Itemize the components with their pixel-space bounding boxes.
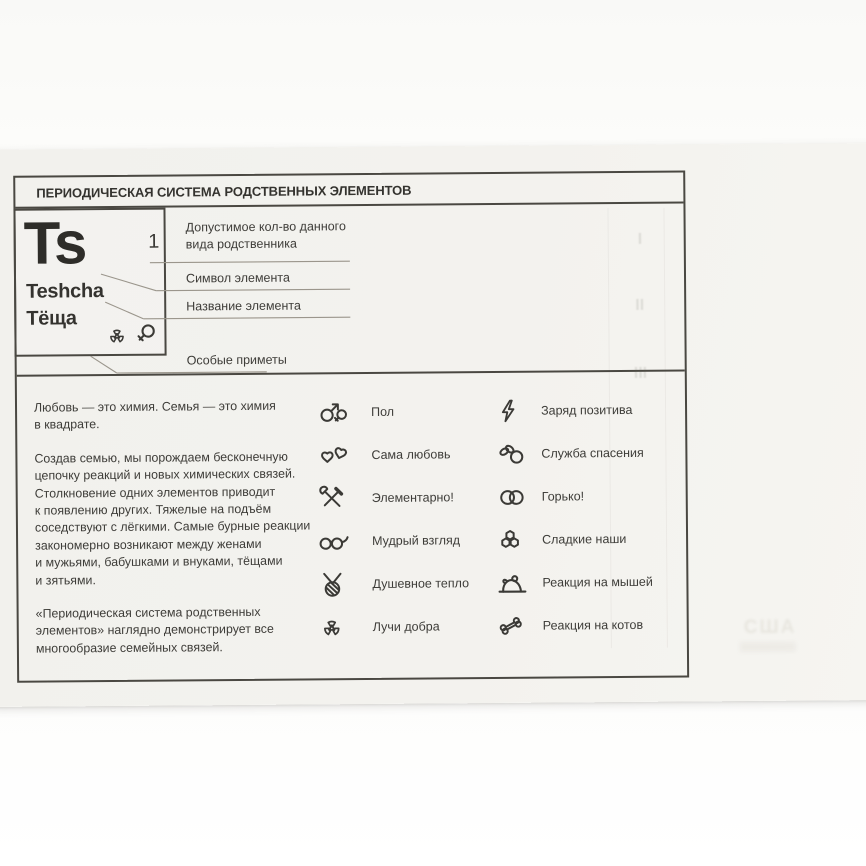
- legend-label: Мудрый взгляд: [372, 532, 461, 548]
- legend-label: Душевное тепло: [372, 575, 470, 591]
- legend-column-left: [317, 389, 470, 648]
- callout-symbol-label: Символ элемента: [185, 270, 290, 286]
- legend-row-mouse: [496, 560, 653, 604]
- legend-label: Пол: [371, 404, 395, 419]
- legend-row-glasses: [318, 518, 469, 562]
- element-name-ru: Тёща: [26, 307, 77, 330]
- intro-text: [34, 397, 312, 673]
- element-count: 1: [148, 230, 160, 253]
- legend-row-gender: [317, 389, 468, 433]
- legend-row-pacifier: [495, 431, 652, 475]
- intro-paragraph-2: Создав семью, мы порождаем бесконечную цепочку реакций и новых химических связей. Столкновение одних элементов приводит к появлению других. Тяжелые на подъём соседствуют с лёгкими. Самые бурные реакции закономерно возникают между женами и мужьями, бабушками и внуками, тёщами и зятьями.: [34, 449, 311, 588]
- ghost-roman-numeral: I: [637, 230, 643, 248]
- callout-count-label: Допустимое кол-во данного вида родственника: [185, 219, 346, 251]
- legend-row-knitting: [318, 561, 469, 605]
- legend-row-hearts: [317, 432, 468, 476]
- legend-row-bone: [497, 603, 654, 647]
- legend-label: Реакция на мышей: [542, 574, 653, 590]
- legend-label: Лучи добра: [372, 618, 440, 634]
- intro-paragraph-1: Любовь — это химия. Семья — это химия в квадрате.: [33, 398, 276, 433]
- printed-area: [13, 171, 689, 683]
- legend-label: Сладкие наши: [542, 531, 627, 547]
- pacifier-icon: [495, 440, 531, 466]
- lightning-icon: [495, 396, 531, 424]
- callout-name-label: Название элемента: [186, 298, 301, 314]
- legend-label: Элементарно!: [371, 489, 454, 505]
- legend-label: Реакция на котов: [542, 617, 644, 633]
- legend-column-right: [495, 388, 653, 647]
- legend-label: Горько!: [541, 488, 585, 504]
- legend-label: Сама любовь: [371, 446, 451, 462]
- ghost-roman-numeral: III: [633, 364, 648, 382]
- page-title: ПЕРИОДИЧЕСКАЯ СИСТЕМА РОДСТВЕННЫХ ЭЛЕМЕНТОВ: [36, 182, 412, 201]
- bleed-through-text: США: [743, 616, 797, 639]
- legend-row-tools: [318, 475, 469, 519]
- radiation-icon: [319, 614, 363, 640]
- hearts-icon: [317, 442, 361, 468]
- bone-icon: [497, 611, 533, 639]
- callout-traits-label: Особые приметы: [186, 352, 287, 368]
- flyer-card: [0, 143, 866, 707]
- glasses-icon: [318, 528, 362, 554]
- legend-row-rings: [496, 474, 653, 518]
- legend-label: Служба спасения: [541, 445, 644, 461]
- bleed-through-smudge: [740, 642, 796, 652]
- knitting-icon: [318, 570, 362, 598]
- mouse-icon: [496, 570, 532, 595]
- legend-row-radiation: [319, 604, 470, 648]
- intro-paragraph-3: «Периодическая система родственных элементов» наглядно демонстрирует все многообразие семейных связей.: [35, 604, 274, 656]
- ghost-roman-numeral: II: [635, 296, 645, 314]
- legend-row-lightning: [495, 388, 652, 432]
- sugar-icon: [496, 526, 532, 552]
- rings-icon: [496, 483, 532, 509]
- legend-row-sugar: [496, 517, 653, 561]
- element-symbol: Ts: [23, 209, 86, 277]
- gender-icon: [317, 398, 361, 426]
- tools-icon: [318, 484, 362, 512]
- element-name-latin: Teshcha: [26, 280, 104, 303]
- legend-label: Заряд позитива: [541, 402, 633, 418]
